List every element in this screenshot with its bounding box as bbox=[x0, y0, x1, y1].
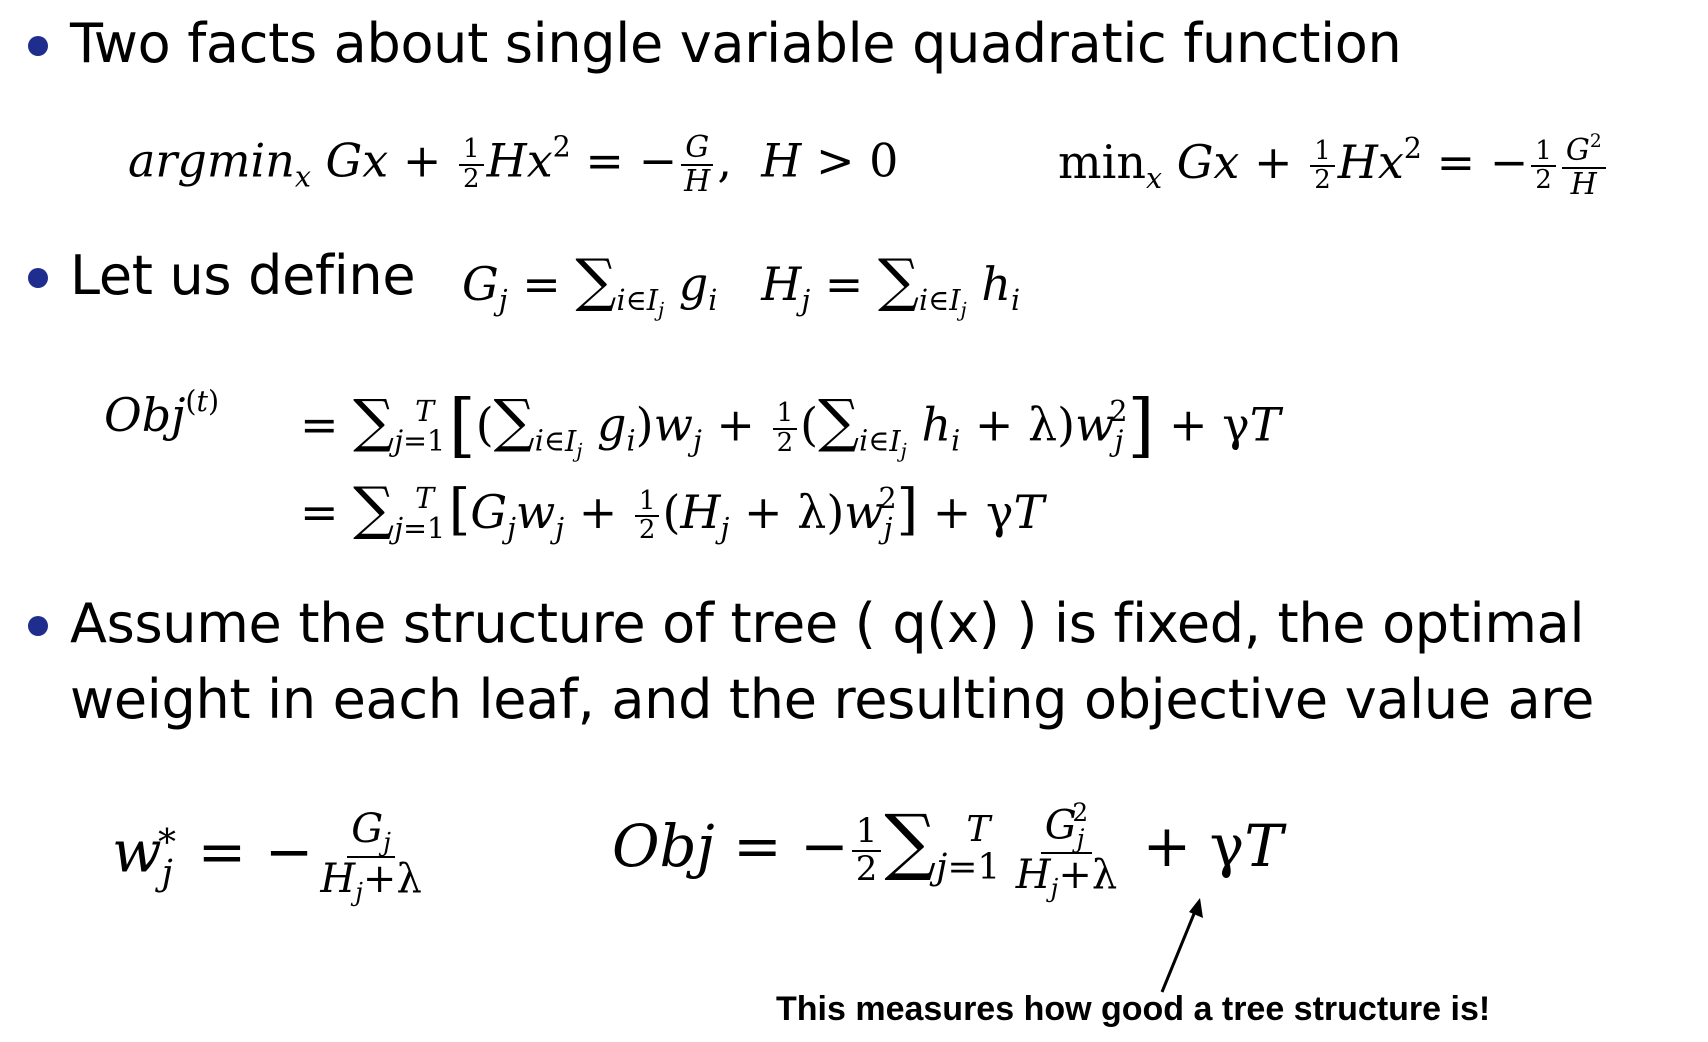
bullet-dot-2 bbox=[28, 268, 48, 288]
annotation-arrow bbox=[1150, 896, 1210, 996]
formula-obj-line-2: = $\sum_{j=1}^T$ [$G_jw_j$ + $\frac{1}{2}$ $(H_j + \lambda)w_j^2] + \gamma T$ bbox=[300, 475, 1045, 545]
bullet-text-3: Assume the structure of tree ( q(x) ) is fixed, the optimal bbox=[70, 592, 1585, 655]
formula-optimal-weight: $w_j^∗$ = − $\frac{G_j}{H_j+\lambda}$ bbox=[112, 806, 422, 907]
formula-define-gh: $G_j = \sum_{i\in I_j}$ $g_i$ $H_j = \sum_{i\in I_j}$ $h_i$ bbox=[462, 247, 1021, 322]
bullet-text-4: weight in each leaf, and the resulting objective value are bbox=[70, 668, 1595, 731]
formula-optimal-objective: Obj = − $\frac{1}{2}$ $\sum_{j=1}^T$ $\frac{G_j^2}{H_j+\lambda}$ + γT bbox=[612, 798, 1284, 903]
formula-min: $\min_x Gx$ + $\frac{1}{2}$ $Hx^2$ = − $\frac{1}{2}$ $\frac{G^2}{H}$ bbox=[1058, 132, 1609, 200]
bullet-dot-1 bbox=[28, 36, 48, 56]
bullet-text-1: Two facts about single variable quadratic function bbox=[70, 12, 1402, 75]
formula-obj-line-1-rhs: = $\sum_{j=1}^T$ [($\sum_{i\in I_j}$ $g_i)w_j$ + $\frac{1}{2}$ ($\sum_{i\in I_j}$ $h_i + \lambda)w_j^2] + \gamma T$ bbox=[300, 386, 1281, 466]
annotation-text: This measures how good a tree structure is! bbox=[776, 990, 1491, 1028]
bullet-text-2: Let us define bbox=[70, 244, 416, 307]
formula-argmin: argmin$_x$ Gx + $\frac{1}{2}$ $Hx^2$ = − $\frac{G}{H}$ , H > 0 bbox=[128, 130, 899, 199]
bullet-dot-3 bbox=[28, 616, 48, 636]
formula-obj-line-1: Obj$^{(t)}$ bbox=[104, 385, 220, 442]
